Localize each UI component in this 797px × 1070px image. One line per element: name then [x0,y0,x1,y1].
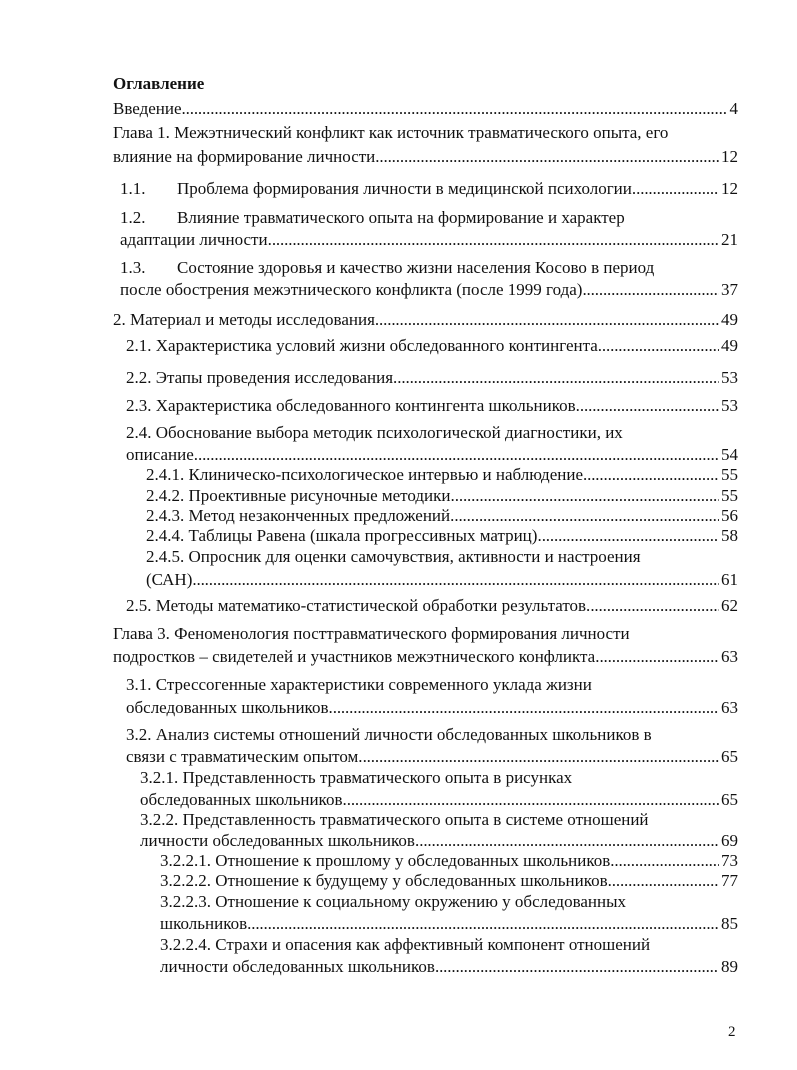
entry-text: Введение [113,99,182,118]
entry-text: Влияние травматического опыта на формирование и характер [177,208,625,227]
entry-page: 21 [721,230,738,249]
entry-page: 54 [721,445,738,464]
dot-leader [435,956,719,978]
toc-entry-2-4-5[interactable]: 2.4.5. Опросник для оценки самочувствия, активности и настроения [146,547,641,566]
entry-page: 65 [721,747,738,766]
toc-entry-2-5[interactable] [126,595,738,617]
entry-text: подростков – свидетелей и участников межэтнического конфликта. [113,647,600,666]
dot-leader [375,309,719,331]
dot-leader [192,569,719,591]
entry-page: 73 [721,851,738,870]
entry-page: 61 [721,570,738,589]
toc-entry-3-2-2-4-cont[interactable] [160,956,738,978]
entry-number: 1.3. [120,258,146,277]
entry-text: адаптации личности. [120,230,272,249]
entry-page: 4 [729,99,738,118]
dot-leader [580,395,719,417]
toc-entry-2-2[interactable] [126,367,738,389]
toc-entry-3-2[interactable]: 3.2. Анализ системы отношений личности обследованных школьников в [126,725,652,744]
entry-page: 37 [721,280,738,299]
entry-text: 3.2.2.1. Отношение к прошлому у обследованных школьников [160,851,611,870]
toc-entry-chapter-3[interactable]: Глава 3. Феноменология посттравматического формирования личности [113,624,630,643]
toc-entry-3-2-2[interactable]: 3.2.2. Представленность травматического опыта в системе отношений [140,810,649,829]
dot-leader [582,279,719,301]
dot-leader [419,830,719,852]
toc-entry-1-3-cont[interactable] [120,279,738,301]
entry-text: 2.4.1. Клиническо-психологическое интервью и наблюдение [146,465,583,484]
toc-entry-2-4-1[interactable] [146,464,738,486]
dot-leader [182,98,728,120]
toc-entry-3-1[interactable]: 3.1. Стрессогенные характеристики современного уклада жизни [126,675,592,694]
entry-page: 56 [721,506,738,525]
toc-entry-3-1-cont[interactable] [126,697,738,719]
entry-text: 2.4.4. Таблицы Равена (шкала прогрессивных матриц). [146,526,542,545]
toc-entry-introduction[interactable] [113,98,738,120]
entry-text: личности обследованных школьников [160,957,435,976]
toc-entry-3-2-2-1[interactable] [160,850,738,872]
entry-text: 2.5. Методы математико-статистической обработки результатов. [126,596,591,615]
dot-leader [599,646,719,668]
toc-entry-chapter-1-cont[interactable] [113,146,738,168]
entry-page: 12 [721,147,738,166]
entry-text: после обострения межэтнического конфликта (после 1999 года) [120,280,583,299]
entry-text: 2.3. Характеристика обследованного контингента школьников. [126,396,580,415]
toc-entry-2-4-cont[interactable] [126,444,738,466]
dot-leader [583,464,719,486]
entry-text: обследованных школьников. [126,698,333,717]
entry-page: 12 [721,179,738,198]
dot-leader [247,913,719,935]
entry-page: 69 [721,831,738,850]
entry-text: 2.4.2. Проективные рисуночные методики. [146,486,455,505]
toc-entry-2-4-3[interactable] [146,505,738,527]
entry-text: (САН) [146,570,193,589]
entry-page: 62 [721,596,738,615]
dot-leader [333,697,719,719]
entry-text: 2. Материал и методы исследования [113,310,375,329]
dot-leader [598,335,719,357]
toc-entry-1-2-cont[interactable] [120,229,738,251]
entry-text: 2.2. Этапы проведения исследования. [126,368,398,387]
toc-entry-2-4-2[interactable] [146,485,738,507]
entry-text: 2.1. Характеристика условий жизни обследованного контингента [126,336,598,355]
dot-leader [363,746,719,768]
entry-number: 1.2. [120,208,146,227]
dot-leader [542,525,719,547]
dot-leader [454,505,719,527]
dot-leader [272,229,719,251]
entry-text: обследованных школьников. [140,790,347,809]
entry-text: описание. [126,445,198,464]
toc-entry-2-4[interactable]: 2.4. Обоснование выбора методик психологической диагностики, их [126,423,623,442]
entry-page: 85 [721,914,738,933]
toc-entry-3-2-2-3[interactable]: 3.2.2.3. Отношение к социальному окружению у обследованных [160,892,627,911]
dot-leader [347,789,719,811]
dot-leader [198,444,719,466]
toc-entry-1-1[interactable] [120,178,738,200]
entry-number: 1.1. [120,179,146,198]
dot-leader [397,367,719,389]
dot-leader [590,595,719,617]
toc-title: Оглавление [113,74,205,93]
entry-text: школьников [160,914,248,933]
entry-text: Проблема формирования личности в медицинской психологии. [177,179,637,198]
entry-page: 53 [721,368,738,387]
entry-text: связи с травматическим опытом. [126,747,363,766]
entry-page: 65 [721,790,738,809]
entry-page: 49 [721,310,738,329]
toc-entry-chapter-2[interactable] [113,309,738,331]
entry-text: влияние на формирование личности [113,147,376,166]
toc-entry-2-1[interactable] [126,335,738,357]
toc-entry-2-3[interactable] [126,395,738,417]
toc-entry-3-2-1[interactable]: 3.2.1. Представленность травматического опыта в рисунках [140,768,573,787]
entry-page: 55 [721,465,738,484]
dot-leader [375,146,719,168]
toc-entry-3-2-2-4[interactable]: 3.2.2.4. Страхи и опасения как аффективный компонент отношений [160,935,651,954]
entry-page: 55 [721,486,738,505]
entry-page: 63 [721,647,738,666]
toc-entry-3-2-2-2[interactable] [160,870,738,892]
entry-page: 58 [721,526,738,545]
toc-entry-3-2-2-3-cont[interactable] [160,913,738,935]
entry-page: 53 [721,396,738,415]
entry-page: 89 [721,957,738,976]
entry-text: Состояние здоровья и качество жизни населения Косово в период [177,258,655,277]
dot-leader [608,870,719,892]
entry-page: 63 [721,698,738,717]
toc-entry-2-4-4[interactable] [146,525,738,547]
toc-entry-1-2[interactable] [120,207,625,229]
entry-page: 49 [721,336,738,355]
toc-entry-1-3[interactable] [120,257,654,279]
toc-entry-3-2-2-cont[interactable] [140,830,738,852]
page-number: 2 [728,1024,736,1040]
entry-text: 3.2.2.2. Отношение к будущему у обследованных школьников [160,871,608,890]
toc-entry-3-2-cont[interactable] [126,746,738,768]
toc-entry-chapter-1[interactable]: Глава 1. Межэтнический конфликт как источник травматического опыта, его [113,123,669,142]
dot-leader [455,485,719,507]
entry-text: 2.4.3. Метод незаконченных предложений. [146,506,455,525]
toc-entry-2-4-5-cont[interactable] [146,569,738,591]
dot-leader [636,178,719,200]
entry-text: личности обследованных школьников. [140,831,420,850]
entry-page: 77 [721,871,738,890]
dot-leader [610,850,719,872]
toc-entry-3-2-1-cont[interactable] [140,789,738,811]
toc-entry-chapter-3-cont[interactable] [113,646,738,668]
